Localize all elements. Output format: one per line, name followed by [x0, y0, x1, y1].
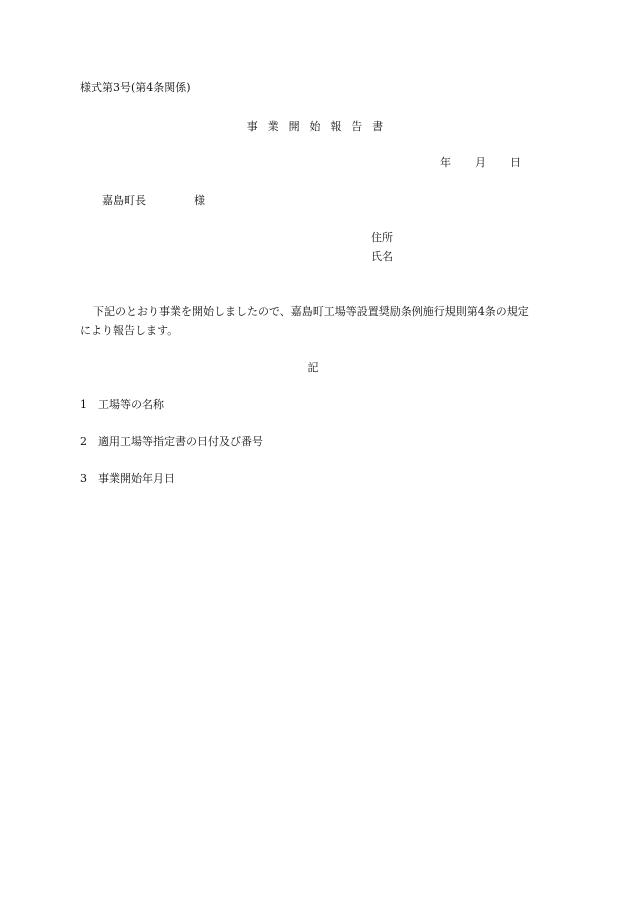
ki-heading: 記	[307, 361, 319, 374]
list-item	[80, 472, 175, 486]
body-text-line-2: により報告します。	[80, 324, 179, 337]
item-number: 3	[80, 472, 87, 485]
date-line	[440, 156, 521, 170]
list-item	[80, 398, 164, 412]
item-number: 2	[80, 435, 87, 448]
addressee-honorific: 様	[194, 194, 205, 207]
item-label: 工場等の名称	[98, 398, 164, 411]
addressee-line	[102, 194, 205, 208]
item-label: 適用工場等指定書の日付及び番号	[98, 435, 263, 448]
addressee-name: 嘉島町長	[102, 194, 146, 207]
address-label: 住所	[371, 231, 393, 244]
item-label: 事業開始年月日	[98, 472, 175, 485]
list-item	[80, 435, 263, 449]
document-title: 事業開始報告書	[246, 120, 394, 133]
date-month-label: 月	[475, 156, 486, 169]
item-number: 1	[80, 398, 87, 411]
name-label: 氏名	[371, 250, 393, 263]
date-day-label: 日	[510, 156, 521, 169]
body-text-line-1: 下記のとおり事業を開始しましたので、嘉島町工場等設置奨励条例施行規則第4条の規定	[93, 305, 529, 318]
date-year-label: 年	[440, 156, 451, 169]
form-label: 様式第3号(第4条関係)	[80, 81, 191, 94]
